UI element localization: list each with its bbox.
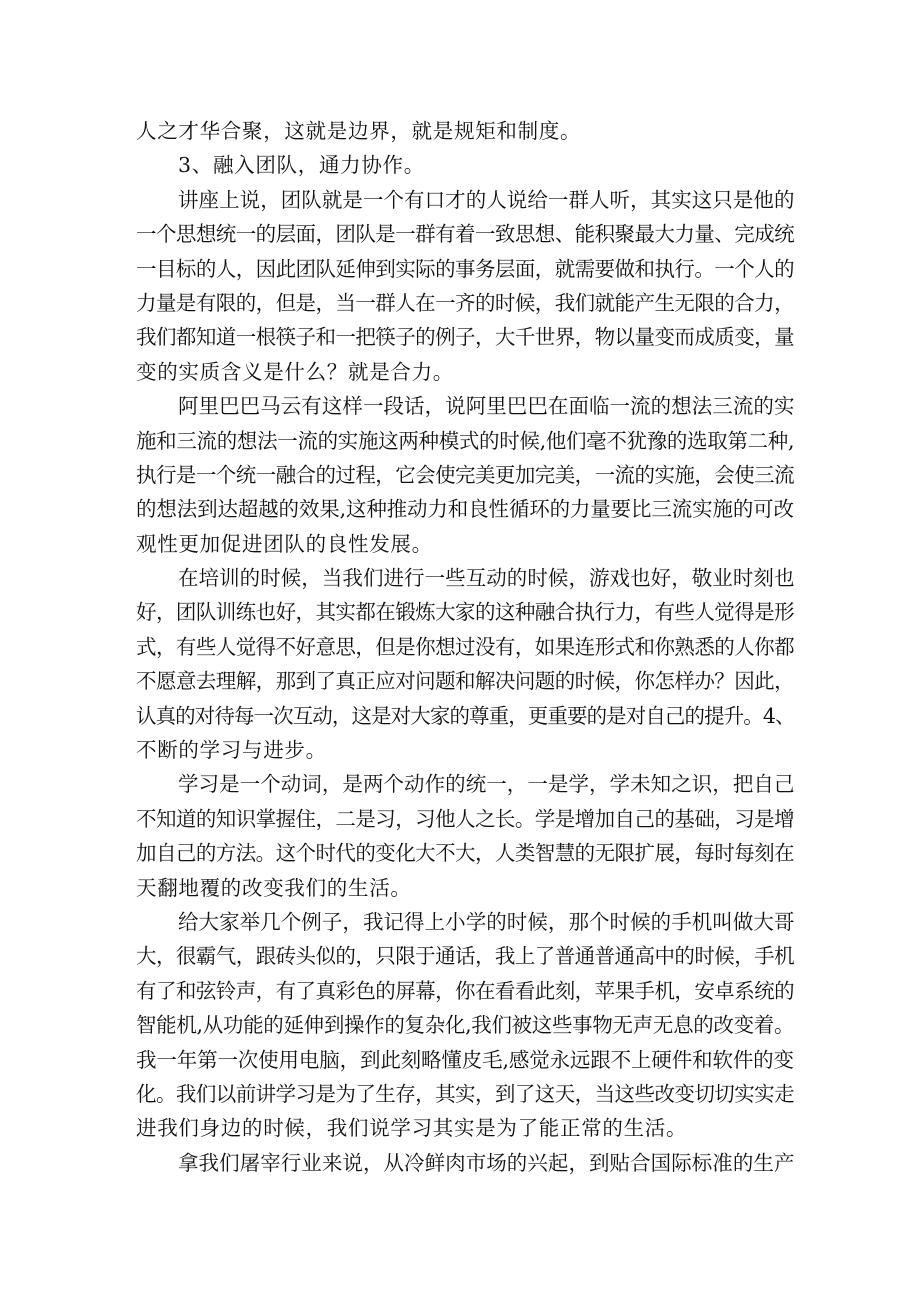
text-line: 加自己的方法。这个时代的变化大不大，人类智慧的无限扩展，每时每刻在	[136, 841, 795, 866]
text-line: 的想法到达超越的效果,这种推动力和良性循环的力量要比三流实施的可改	[136, 497, 794, 522]
text-line: 式，有些人觉得不好意思，但是你想过没有，如果连形式和你熟悉的人你都	[136, 634, 795, 659]
text-line: 3、融入团队，通力协作。	[178, 153, 425, 178]
text-line: 我们都知道一根筷子和一把筷子的例子，大千世界，物以量变而成质变，量	[136, 325, 795, 350]
text-line: 变的实质含义是什么？就是合力。	[136, 359, 454, 384]
text-line: 进我们身边的时候，我们说学习其实是为了能正常的生活。	[136, 1116, 688, 1141]
text-line: 人之才华合聚，这就是边界，就是规矩和制度。	[136, 119, 582, 143]
text-line: 给大家举几个例子，我记得上小学的时候，那个时候的手机叫做大哥	[178, 909, 795, 934]
text-line: 阿里巴巴马云有这样一段话，说阿里巴巴在面临一流的想法三流的实	[178, 394, 795, 419]
text-line: 不愿意去理解，那到了真正应对问题和解决问题的时候，你怎样办？因此，	[136, 669, 795, 694]
text-line: 学习是一个动词，是两个动作的统一，一是学，学未知之识，把自己	[178, 772, 795, 797]
text-line: 智能机,从功能的延伸到操作的复杂化,我们被这些事物无声无息的改变着。	[136, 1013, 795, 1038]
text-line: 一个思想统一的层面，团队是一群有着一致思想、能积聚最大力量、完成统	[136, 222, 795, 247]
text-line: 我一年第一次使用电脑，到此刻略懂皮毛,感觉永远跟不上硬件和软件的变	[136, 1047, 794, 1072]
text-line: 施和三流的想法一流的实施这两种模式的时候,他们毫不犹豫的选取第二种,	[136, 428, 795, 453]
text-line: 观性更加促进团队的良性发展。	[136, 531, 433, 556]
text-line: 好，团队训练也好，其实都在锻炼大家的这种融合执行力，有些人觉得是形	[136, 600, 795, 625]
document-page	[136, 114, 796, 1180]
text-line: 讲座上说，团队就是一个有口才的人说给一群人听，其实这只是他的	[178, 187, 795, 212]
text-line: 一目标的人，因此团队延伸到实际的事务层面，就需要做和执行。一个人的	[136, 256, 795, 281]
text-line: 不断的学习与进步。	[136, 738, 327, 763]
text-line: 有了和弦铃声，有了真彩色的屏幕，你在看看此刻，苹果手机，安卓系统的	[136, 978, 795, 1003]
text-line: 认真的对待每一次互动，这是对大家的尊重，更重要的是对自己的提升。4、	[136, 703, 795, 728]
text-line: 力量是有限的，但是，当一群人在一齐的时候，我们就能产生无限的合力，	[136, 290, 795, 315]
text-line: 在培训的时候，当我们进行一些互动的时候，游戏也好，敬业时刻也	[178, 566, 795, 591]
text-line: 大，很霸气，跟砖头似的，只限于通话，我上了普通普通高中的时候，手机	[136, 944, 795, 969]
text-line: 拿我们屠宰行业来说，从冷鲜肉市场的兴起，到贴合国际标准的生产	[178, 1150, 795, 1175]
text-line: 化。我们以前讲学习是为了生存，其实，到了这天，当这些改变切切实实走	[136, 1081, 795, 1106]
text-line: 天翻地覆的改变我们的生活。	[136, 875, 412, 900]
text-line: 执行是一个统一融合的过程，它会使完美更加完美，一流的实施，会使三流	[136, 462, 795, 487]
text-line: 不知道的知识掌握住，二是习，习他人之长。学是增加自己的基础，习是增	[136, 806, 795, 831]
